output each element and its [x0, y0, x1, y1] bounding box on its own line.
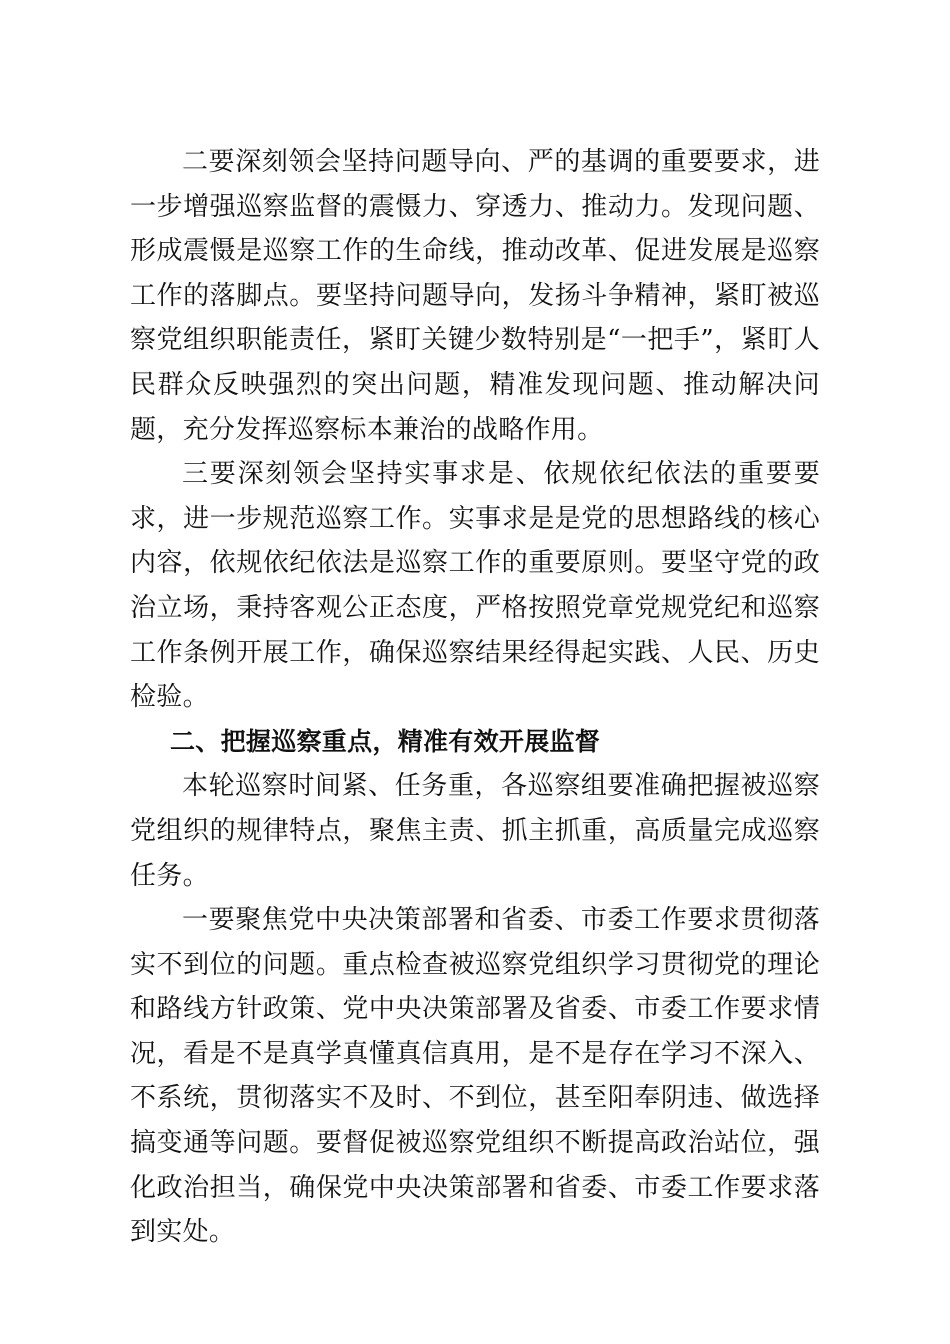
document-body	[130, 140, 820, 1255]
section-heading: 二、把握巡察重点，精准有效开展监督	[170, 726, 601, 756]
paragraph-third-requirement: 三要深刻领会坚持实事求是、依规依纪依法的重要要求，进一步规范巡察工作。实事求是是党的思想路线的核心内容，依规依纪依法是巡察工作的重要原则。要坚守党的政治立场，秉持客观公正态度，严格按照党章党规党纪和巡察工作条例开展工作，确保巡察结果经得起实践、人民、历史检验。	[130, 459, 820, 713]
paragraph-first-focus: 一要聚焦党中央决策部署和省委、市委工作要求贯彻落实不到位的问题。重点检查被巡察党组织学习贯彻党的理论和路线方针政策、党中央决策部署及省委、市委工作要求情况，看是不是真学真懂真信真用，是不是存在学习不深入、不系统，贯彻落实不及时、不到位，甚至阳奉阴违、做选择搞变通等问题。要督促被巡察党组织不断提高政治站位，强化政治担当，确保党中央决策部署和省委、市委工作要求落到实处。	[130, 905, 820, 1248]
paragraph-second-requirement: 二要深刻领会坚持问题导向、严的基调的重要要求，进一步增强巡察监督的震慑力、穿透力、推动力。发现问题、形成震慑是巡察工作的生命线，推动改革、促进发展是巡察工作的落脚点。要坚持问题导向，发扬斗争精神，紧盯被巡察党组织职能责任，紧盯关键少数特别是“一把手”，紧盯人民群众反映强烈的突出问题，精准发现问题、推动解决问题，充分发挥巡察标本兼治的战略作用。	[130, 147, 820, 445]
paragraph-section-intro: 本轮巡察时间紧、任务重，各巡察组要准确把握被巡察党组织的规律特点，聚焦主责、抓主抓重，高质量完成巡察任务。	[130, 771, 820, 891]
